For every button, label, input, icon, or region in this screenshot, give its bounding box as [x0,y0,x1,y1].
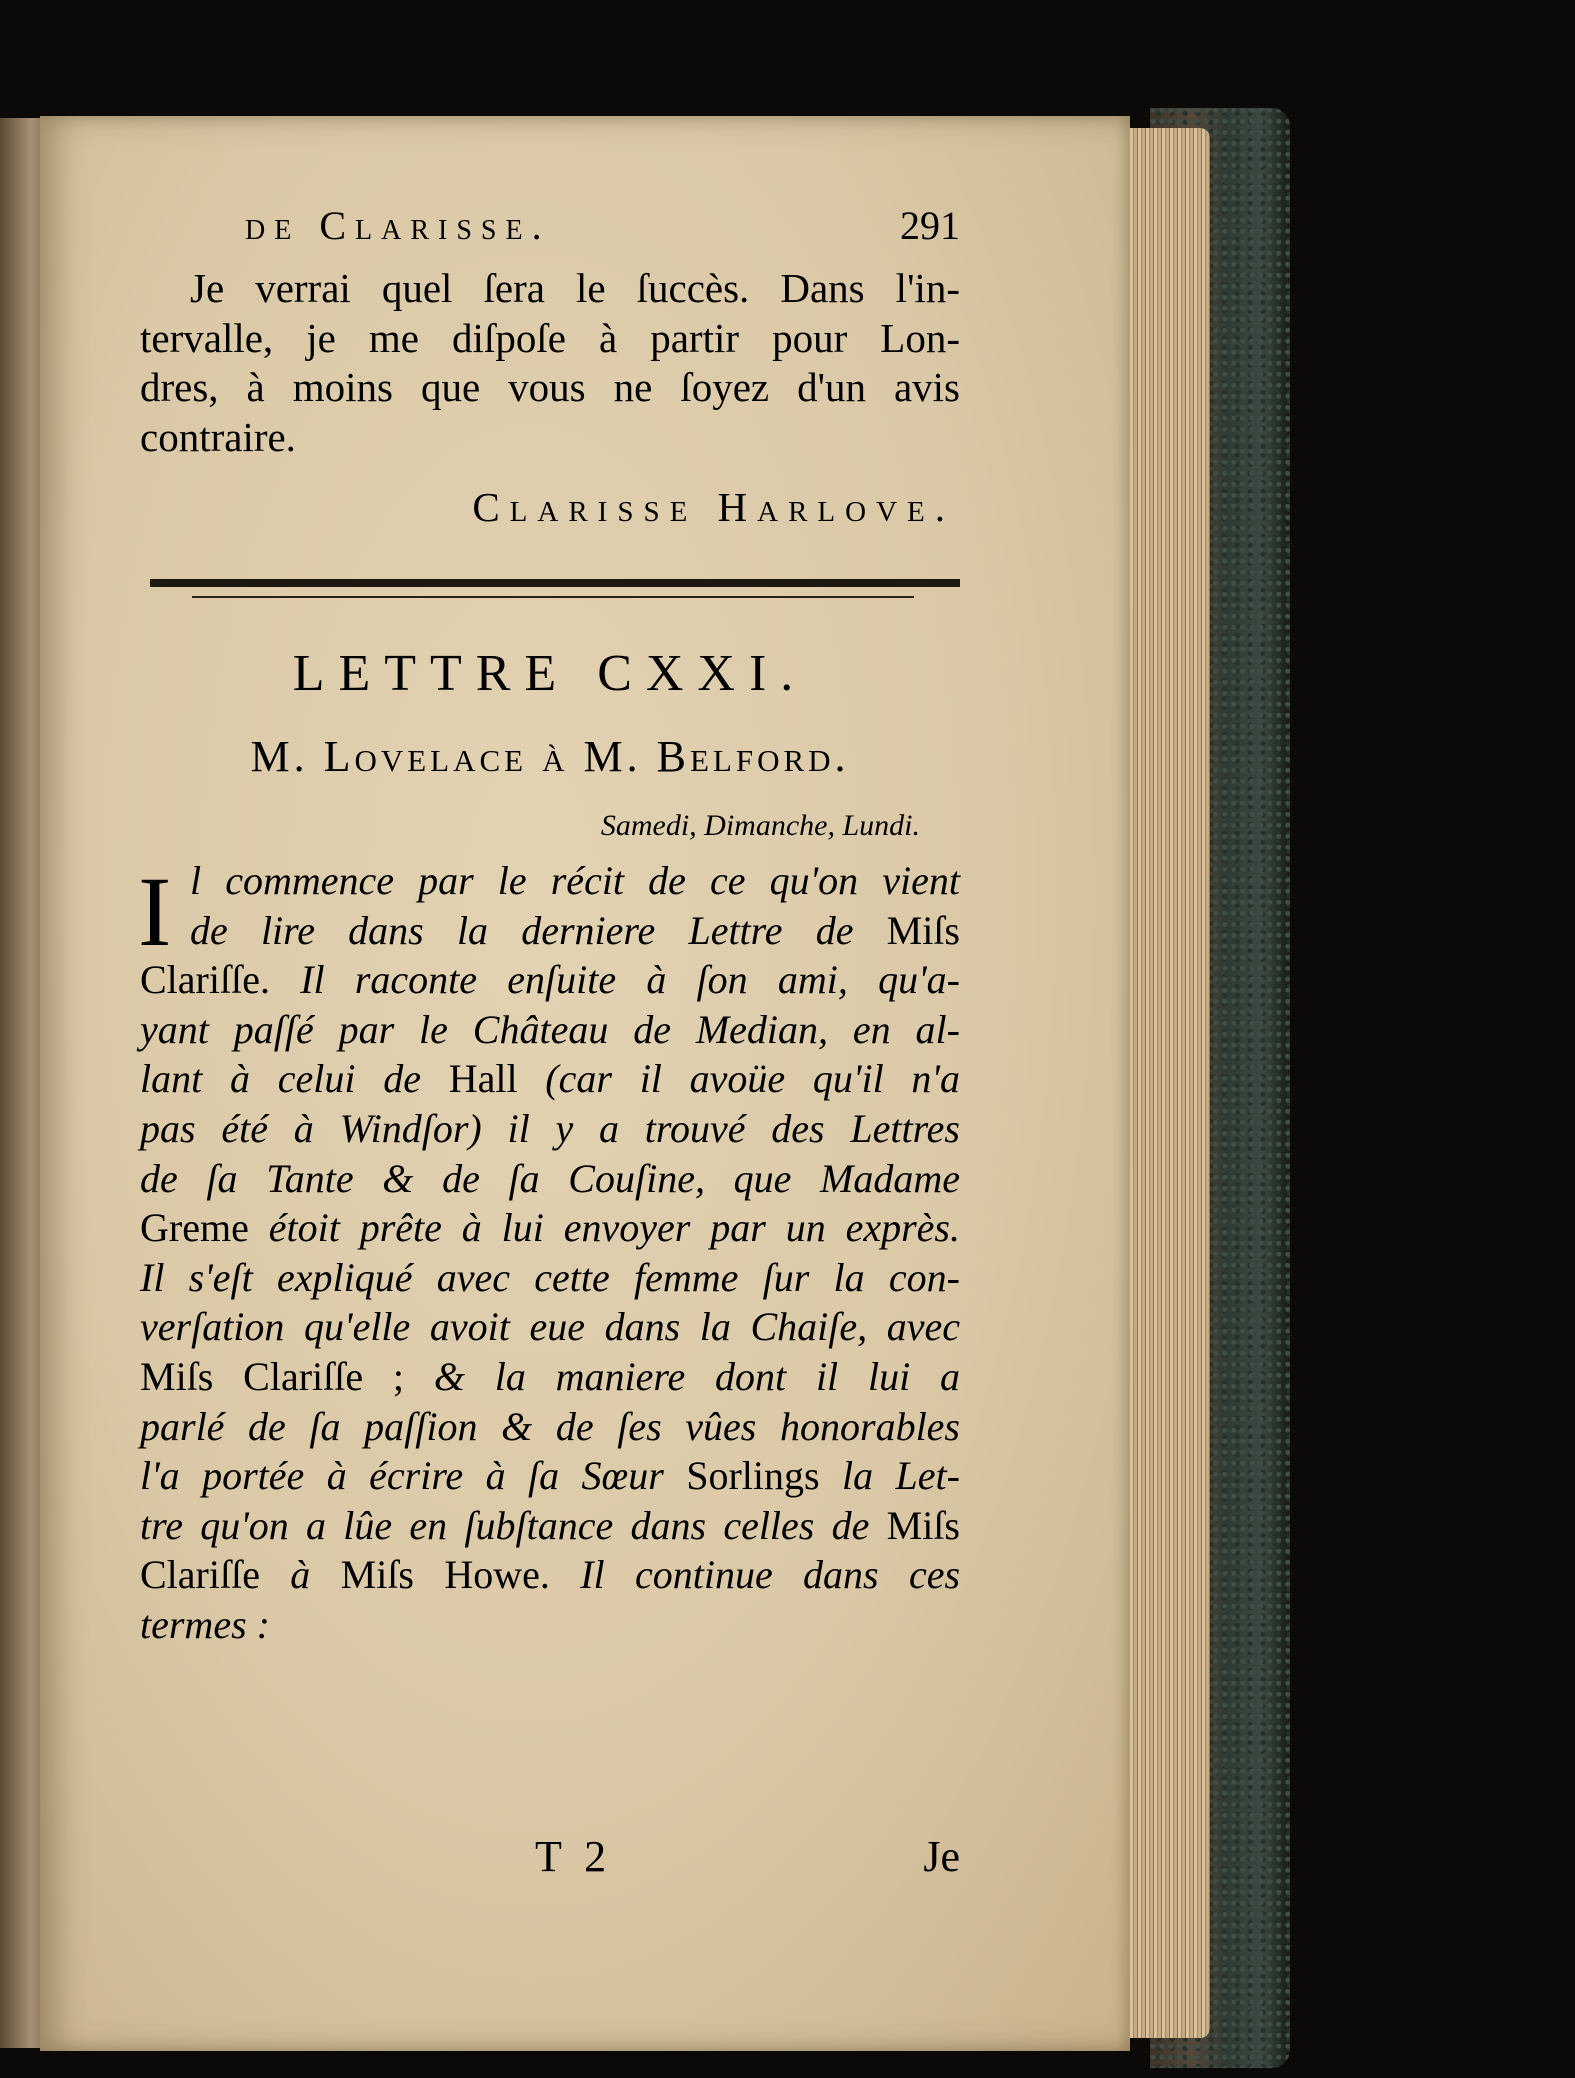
italic-text: parlé de ſa paſſion & de ſes vûes honorables [140,1403,960,1449]
italic-text: Il raconte enſuite à ſon ami, qu'a- [269,957,960,1003]
text-line: tervalle, je me diſpoſe à partir pour Lon- [140,314,960,361]
italic-text: verſation qu'elle avoit eue dans la Chaiſe, avec [140,1304,960,1350]
italic-text: Il continue dans ces [549,1552,961,1598]
page-number: 291 [900,203,960,248]
letter-signature: Clarisse Harlove. [472,484,955,530]
roman-text: Sorlings [686,1453,820,1499]
running-head [245,202,960,262]
page [40,116,1130,2051]
italic-text: Il s'eſt expliqué avec cette femme ſur la con- [140,1254,960,1300]
text-line [140,955,960,1005]
text-line [140,1203,960,1253]
text-line [140,1402,960,1452]
text-line [140,1352,960,1402]
catchword: Je [923,1832,960,1881]
letter-dateline: Samedi, Dimanche, Lundi. [600,809,920,842]
italic-text: pas été à Windſor) il y a trouvé des Lettres [140,1105,960,1151]
italic-text: la Let- [819,1453,960,1499]
text-line [140,1154,960,1204]
italic-text: l'a portée à écrire à ſa Sœur [140,1453,687,1499]
text-line [140,1451,960,1501]
section-rule-thin [192,596,914,598]
roman-text: Miſs [886,907,960,953]
running-head-title: de Clarisse. [245,203,551,248]
letter-salutation: M. Lovelace à M. Belford. [250,732,850,781]
text-line: Je verrai quel ſera le ſuccès. Dans l'in- [190,265,960,311]
roman-text: Miſs Howe. [340,1552,550,1598]
italic-text: termes : [140,1601,270,1647]
text-line [140,1104,960,1154]
roman-text: Hall [448,1056,518,1102]
closing-paragraph [140,264,960,462]
text-line [140,1501,960,1551]
text-line: dres, à moins que vous ne ſoyez d'un avis [140,364,960,410]
roman-text: Miſs Clariſſe ; [140,1353,405,1399]
italic-text: l commence par le récit de ce qu'on vient [190,858,960,903]
italic-text: tre qu'on a lûe en ſubſtance dans celles de [140,1502,887,1548]
italic-text: (car il avoüe qu'il n'a [517,1056,960,1102]
italic-text: de lire dans la derniere Lettre de [190,907,887,953]
letter-body [140,856,960,1650]
book [0,108,1290,2068]
drop-cap: I [138,856,172,967]
text-line [140,1054,960,1104]
roman-text: Clariſſe [140,1552,260,1598]
italic-text: yant paſſé par le Château de Median, en al- [140,1006,960,1052]
italic-text: & la maniere dont il lui a [404,1353,960,1399]
text-line [140,1600,960,1650]
text-line [140,856,960,906]
signature-mark: T 2 [535,1832,613,1881]
letter-title: LETTRE CXXI. [292,645,808,702]
italic-text: étoit prête à lui envoyer par un exprès. [248,1205,960,1251]
italic-text: lant à celui de [140,1056,449,1102]
text-line [140,906,960,956]
text-line [140,1005,960,1055]
text-line: contraire. [140,413,296,460]
roman-text: Greme [140,1205,249,1251]
text-line [140,1302,960,1352]
section-rule-thick [150,579,960,587]
roman-text: Clariſſe. [140,957,270,1003]
page-footer [140,1831,960,1891]
italic-text: à [259,1552,341,1598]
text-line [140,1253,960,1303]
roman-text: Miſs [886,1502,960,1548]
text-line [140,1550,960,1600]
italic-text: de ſa Tante & de ſa Couſine, que Madame [140,1155,960,1201]
